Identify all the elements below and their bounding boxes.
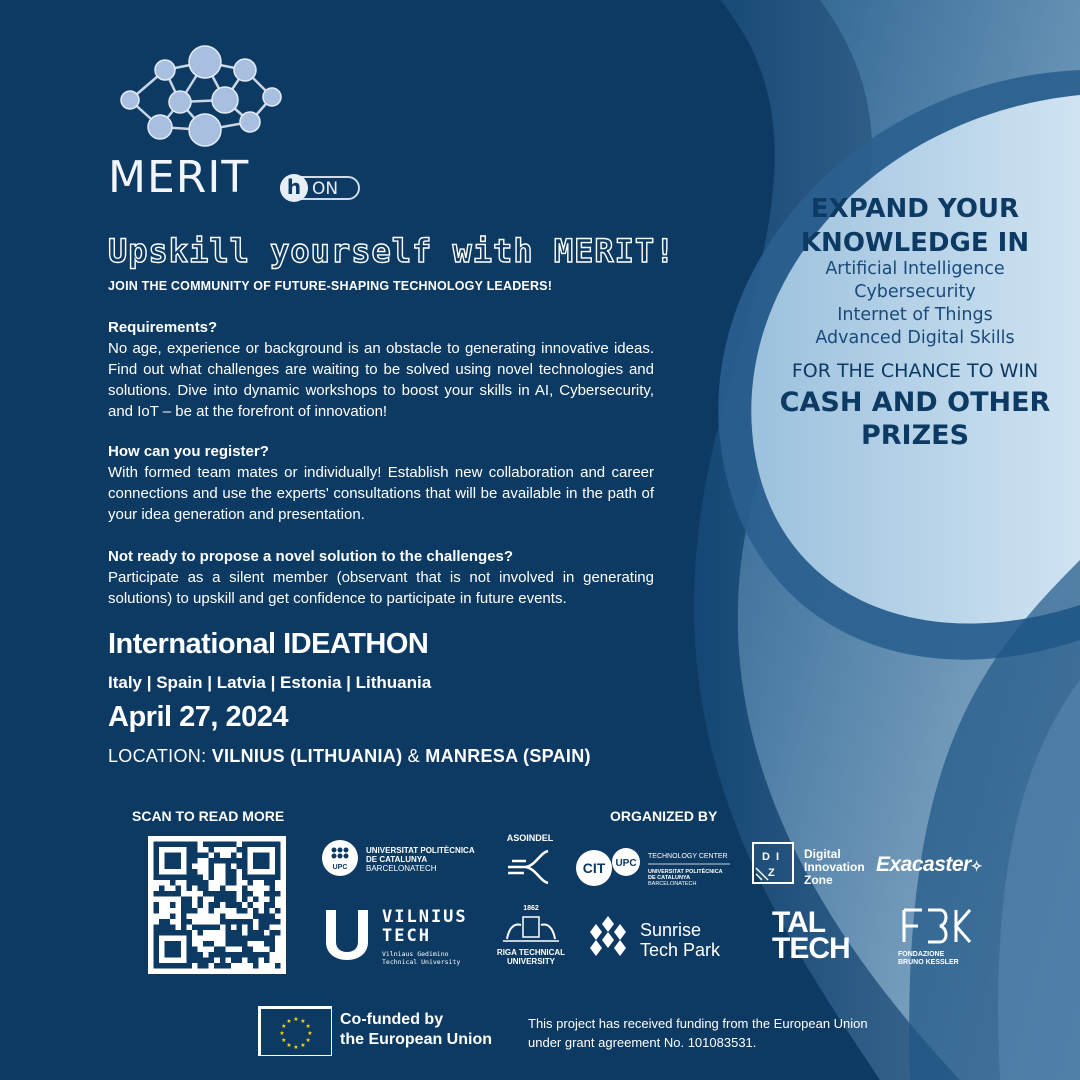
cit-mark-text: CIT [582,860,606,876]
taltech-logo [772,906,850,965]
svg-text:Z: Z [768,867,775,879]
subhead: JOIN THE COMMUNITY OF FUTURE-SHAPING TECHNOLOGY LEADERS! [108,279,553,293]
diz-emblem-icon [752,842,794,884]
asoindel-logo [500,834,560,892]
fbk-line: FONDAZIONE [898,951,945,958]
fbk-emblem-icon [898,906,978,946]
vilnius-sub-line: Technical University [382,958,461,966]
fbk-logo [898,906,988,968]
cit-sub-text: DE CATALUNYA [648,875,691,881]
rtu-line: RIGA TECHNICAL [496,948,566,957]
headline: Upskill yourself with MERIT! [108,232,676,270]
upc-name [366,846,516,873]
logo-badge-letter: h [280,174,308,202]
vilnius-sub-line: Vilniaus Gedimino [382,950,449,958]
sunrise-emblem-icon [584,912,632,960]
diz-logo [752,842,872,890]
taltech-line: TECH [772,932,850,965]
diz-line: Zone [804,873,833,887]
qr-finder-pattern [154,930,193,969]
sunrise-line: Tech Park [640,940,721,960]
topic-item: Internet of Things [837,305,993,325]
upc-emblem-text: UPC [332,864,348,871]
exacaster-logo [876,853,982,877]
sunrise-name [640,920,720,960]
cofunded-label [340,1010,492,1050]
eu-stars-icon [261,1009,331,1055]
rtu-crest-icon [501,913,561,943]
eu-flag [258,1006,332,1056]
sparkle-icon: ✧ [970,858,982,874]
organized-label: ORGANIZED BY [610,808,718,824]
qr-code[interactable] [148,836,286,974]
promo-prizes-line2: PRIZES [860,420,970,451]
promo-prizes [750,386,1080,452]
event-name: International IDEATHON [108,628,429,660]
eu-star: ★ [286,1043,292,1050]
cit-upc-logo [574,836,734,892]
fbk-line: BRUNO KESSLER [898,959,959,966]
section-title: Not ready to propose a novel solution to the challenges? [108,548,514,565]
asoindel-name: ASOINDEL [506,833,554,843]
topic-item: Advanced Digital Skills [815,328,1015,348]
funding-statement: This project has received funding from the European Union under grant agreement No. 101083531. [528,1016,868,1050]
topic-item: Cybersecurity [854,282,976,302]
promo-topics [750,258,1080,350]
topic-item: Artificial Intelligence [825,259,1005,279]
diz-line: Digital [804,847,841,861]
vilnius-tech-subtitle [382,950,460,966]
upc-line: UNIVERSITAT POLITÈCNICA [366,846,475,855]
requirements-section [108,317,654,422]
eu-star: ★ [305,1024,311,1030]
eu-star: ★ [281,1038,287,1044]
cit-center-text: TECHNOLOGY CENTER [648,853,728,860]
location-city-vilnius: VILNIUS (LITHUANIA) [211,746,403,766]
sunrise-line: Sunrise [640,920,702,940]
location-separator: & [402,746,426,766]
promo-chance: FOR THE CHANCE TO WIN [791,360,1039,382]
event-location [108,746,591,767]
cofunded-line: Co-funded by [340,1011,444,1028]
eu-star: ★ [293,1017,299,1023]
brain-network-icon [110,42,290,162]
eu-star: ★ [300,1043,306,1050]
cit-sub-text: UNIVERSITAT POLITÈCNICA [648,869,723,875]
promo-prizes-line1: CASH AND OTHER [779,387,1051,418]
event-date: April 27, 2024 [108,701,288,733]
scan-label: SCAN TO READ MORE [132,808,285,824]
diz-name [804,848,865,887]
eu-star: ★ [307,1031,313,1037]
eu-star: ★ [279,1031,285,1037]
upc-emblem [322,840,358,876]
promo-title-line1: EXPAND YOUR [810,194,1020,224]
location-label: LOCATION: [108,746,212,766]
svg-text:D: D [762,851,770,863]
cit-emblem-icon [574,836,734,892]
vilnius-line: VILNIUS [382,907,468,927]
rtu-year: 1862 [523,905,539,912]
qr-finder-pattern [242,842,281,881]
upc-line: BARCELONATECH [366,864,437,873]
logo-badge-text: ON [312,179,339,199]
vilnius-tech-emblem-icon [322,906,372,964]
sunrise-tech-park-logo [584,912,744,962]
cofunded-line: the European Union [340,1031,492,1048]
taltech-line: TAL [772,906,826,939]
section-body: No age, experience or background is an obstacle to generating innovative ideas. Find out what challenges are waiting to be solved using novel technologies and solutions. Dive into dynamic workshops to boost your skills in AI, Cybersecurity, and IoT – be at the forefront of innovation! [108,340,654,420]
vilnius-tech-name [382,908,468,946]
silent-member-section [108,546,654,609]
location-city-manresa: MANRESA (SPAIN) [425,746,591,766]
exacaster-name: Exacaster [876,853,971,876]
upc-line: DE CATALUNYA [366,855,428,864]
section-title: How can you register? [108,443,269,460]
event-countries: Italy | Spain | Latvia | Estonia | Lithuania [108,673,432,692]
logo-wordmark: MERIT [108,152,250,203]
eu-star: ★ [300,1018,306,1025]
eu-star: ★ [305,1038,311,1044]
rtu-line: UNIVERSITY [506,957,555,966]
svg-text:I: I [776,851,780,863]
register-section [108,441,654,525]
eu-star: ★ [293,1045,299,1051]
section-title: Requirements? [108,319,218,336]
vilnius-line: TECH [382,926,431,946]
qr-finder-pattern [154,842,193,881]
logo-badge [280,176,360,200]
rtu-logo [494,904,568,966]
promo-title [750,192,1080,260]
eu-star: ★ [286,1018,292,1025]
cit-sub-text: BARCELONATECH [648,881,697,887]
qr-code-pattern [148,836,286,974]
upc-dots-icon [322,840,358,876]
promo-title-line2: KNOWLEDGE IN [800,228,1030,258]
section-body: With formed team mates or individually! Establish new collaboration and career connections and use the experts' consultations that will be available in the path of your idea generation and presentation. [108,464,654,523]
eu-star: ★ [281,1024,287,1030]
diz-line: Innovation [804,860,865,874]
vilnius-tech-logo [322,906,492,966]
asoindel-icon [502,843,558,887]
cit-upc-text: UPC [615,858,637,869]
section-body: Participate as a silent member (observant that is not involved in generating solutions) to upskill and get confidence to participate in future events. [108,569,654,607]
